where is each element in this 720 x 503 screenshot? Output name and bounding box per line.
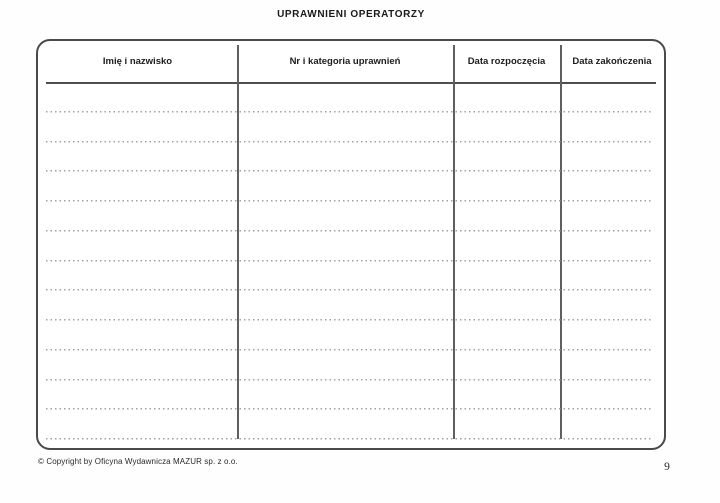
column-header-data-zakonczenia: Data zakończenia: [572, 55, 652, 67]
blank-entry-line: [46, 141, 653, 143]
blank-entry-line: [46, 349, 653, 351]
blank-entry-line: [46, 111, 653, 113]
blank-entry-line: [46, 379, 653, 381]
blank-entry-line: [46, 438, 653, 440]
blank-entry-line: [46, 230, 653, 232]
operators-table: [36, 39, 666, 450]
blank-entry-line: [46, 319, 653, 321]
copyright-text: © Copyright by Oficyna Wydawnicza MAZUR sp. z o.o.: [38, 457, 238, 466]
column-header-imie-i-nazwisko: Imię i nazwisko: [102, 55, 173, 67]
column-header-data-rozpoczecia: Data rozpoczęcia: [467, 55, 546, 67]
header-separator-line: [46, 82, 656, 84]
blank-entry-line: [46, 200, 653, 202]
page-number: 9: [664, 461, 670, 473]
blank-entry-line: [46, 170, 653, 172]
blank-entry-line: [46, 408, 653, 410]
column-header-nr-i-kategoria-uprawnien: Nr i kategoria uprawnień: [289, 55, 401, 67]
blank-entry-line: [46, 260, 653, 262]
blank-entry-line: [46, 289, 653, 291]
page-title: UPRAWNIENI OPERATORZY: [277, 9, 425, 20]
table-header-row: [38, 41, 664, 83]
